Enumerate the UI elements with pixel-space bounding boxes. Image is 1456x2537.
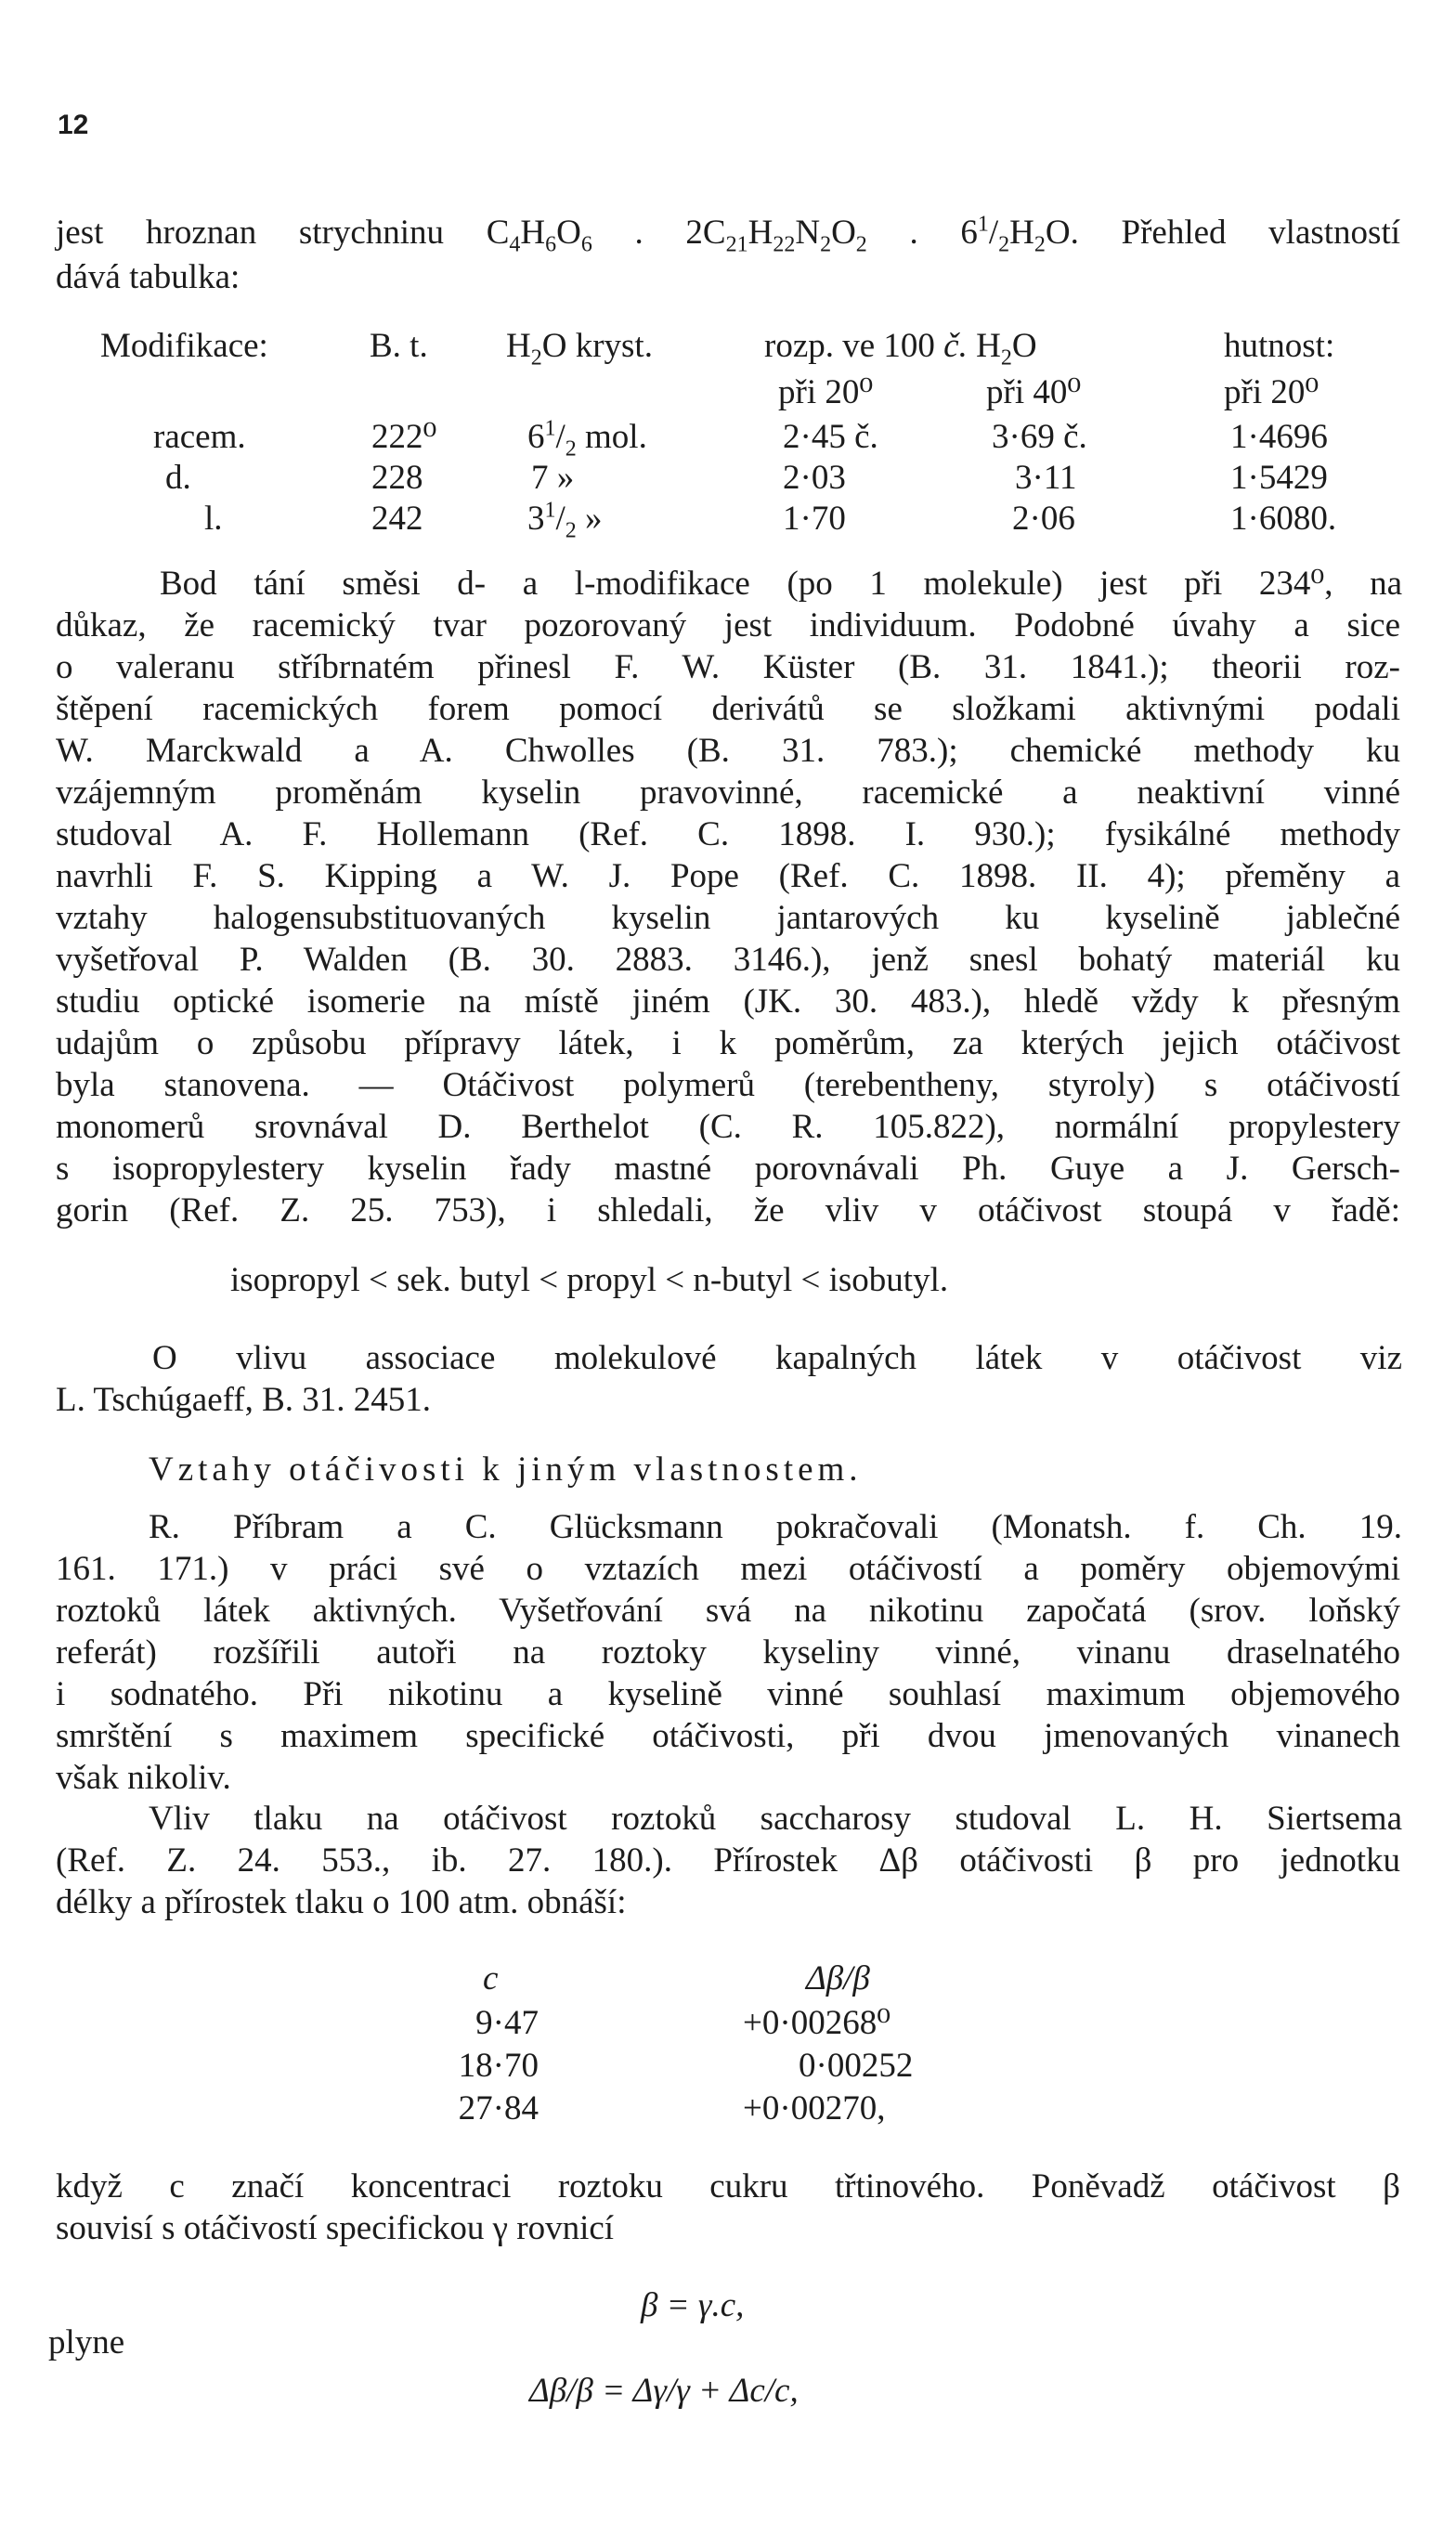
text-line: roztoků látek aktivných. Vyšetřování svá na nikotinu započatá (srov. loňský bbox=[56, 1592, 1400, 1630]
text-line: gorin (Ref. Z. 25. 753), i shledali, že vliv v otáčivost stoupá v řadě: bbox=[56, 1191, 1400, 1229]
text-line: souvisí s otáčivostí specifickou γ rovnicí bbox=[56, 2209, 615, 2247]
text-line: L. Tschúgaeff, B. 31. 2451. bbox=[56, 1381, 432, 1419]
formula: $C_4H_6O_6$ . $2C_{21}H_{22}N_2O_2$ . $6^1/_2H_2O$. bbox=[486, 212, 1079, 257]
text-line: studiu optické isomerie na místě jiném (JK. 30. 483.), hledě vždy k přesným bbox=[56, 982, 1400, 1021]
section-heading: Vztahy otáčivosti k jiným vlastnostem. bbox=[149, 1451, 863, 1489]
table-cell: 27·84 bbox=[458, 2089, 539, 2127]
table-cell: 9·47 bbox=[475, 2004, 539, 2042]
table-cell: $3^1/_2$ » bbox=[527, 498, 603, 543]
table-cell: 242 bbox=[371, 500, 423, 538]
table-cell: 3·69 č. bbox=[992, 418, 1087, 456]
table-cell: 228 bbox=[371, 459, 423, 497]
table-cell: 2·03 bbox=[783, 459, 846, 497]
text-line: 161. 171.) v práci své o vztazích mezi otáčivostí a poměry objemovými bbox=[56, 1550, 1400, 1588]
table-cell: 222⁰ bbox=[371, 418, 437, 456]
series-line: isopropyl < sek. butyl < propyl < n-butyl < isobutyl. bbox=[230, 1261, 949, 1299]
table-header: rozp. ve 100 č. $H_2O$ bbox=[764, 327, 1037, 371]
table-header: B. t. bbox=[370, 327, 428, 365]
table-cell: 18·70 bbox=[458, 2047, 539, 2085]
table-cell: 2·45 č. bbox=[783, 418, 878, 456]
table-cell: 1·6080. bbox=[1230, 500, 1337, 538]
text-line: (Ref. Z. 24. 553., ib. 27. 180.). Přírostek Δβ otáčivosti β pro jednotku bbox=[56, 1841, 1400, 1880]
table-cell: 1·4696 bbox=[1230, 418, 1328, 456]
table-cell: l. bbox=[204, 500, 223, 538]
table-cell: $6^1/_2$ mol. bbox=[527, 416, 647, 462]
table-cell: 7 » bbox=[531, 459, 575, 497]
text-line: byla stanovena. — Otáčivost polymerů (terebentheny, styroly) s otáčivostí bbox=[56, 1066, 1400, 1104]
text-line: i sodnatého. Při nikotinu a kyselině vinné souhlasí maximum objemového bbox=[56, 1675, 1400, 1713]
table-cell: +0·00268⁰ bbox=[743, 2004, 891, 2042]
text-line: monomerů srovnával D. Berthelot (C. R. 105.822), normální propylestery bbox=[56, 1108, 1400, 1146]
equation: β = γ.c, bbox=[641, 2286, 745, 2324]
table-subheader: při 40⁰ bbox=[986, 373, 1082, 411]
equation: Δβ/β = Δγ/γ + Δc/c, bbox=[529, 2372, 799, 2410]
text-line: Bod tání směsi d- a l-modifikace (po 1 molekule) jest při 234⁰, na bbox=[160, 565, 1402, 603]
table-cell: racem. bbox=[153, 418, 246, 456]
table-subheader: při 20⁰ bbox=[1224, 373, 1320, 411]
column-header: Δβ/β bbox=[806, 1959, 870, 1997]
table-header: Modifikace: bbox=[100, 327, 268, 365]
table-cell: 2·06 bbox=[1012, 500, 1075, 538]
text-line: vzájemným proměnám kyselin pravovinné, racemické a neaktivní vinné bbox=[56, 774, 1400, 812]
table-cell: 0·00252 bbox=[799, 2047, 914, 2085]
page-number: 12 bbox=[58, 110, 89, 140]
text-line: vztahy halogensubstituovaných kyselin jantarových ku kyselině jablečné bbox=[56, 899, 1400, 937]
text-line: O vlivu associace molekulové kapalných látek v otáčivost viz bbox=[152, 1339, 1402, 1377]
text-line: s isopropylestery kyselin řady mastné porovnávali Ph. Guye a J. Gersch- bbox=[56, 1150, 1400, 1188]
table-cell: d. bbox=[165, 459, 191, 497]
table-header: hutnost: bbox=[1224, 327, 1335, 365]
text-line: štěpení racemických forem pomocí derivátů se složkami aktivnými podali bbox=[56, 690, 1400, 728]
table-cell: +0·00270, bbox=[743, 2089, 886, 2127]
text-line: délky a přírostek tlaku o 100 atm. obnáší: bbox=[56, 1883, 627, 1921]
text-line: referát) rozšířili autoři na roztoky kyseliny vinné, vinanu draselnatého bbox=[56, 1633, 1400, 1672]
text-line: plyne bbox=[48, 2323, 125, 2361]
text-line: W. Marckwald a A. Chwolles (B. 31. 783.); chemické methody ku bbox=[56, 732, 1400, 770]
table-cell: 1·70 bbox=[783, 500, 846, 538]
column-header: c bbox=[483, 1959, 499, 1997]
text-line: však nikoliv. bbox=[56, 1759, 231, 1797]
text-line: důkaz, že racemický tvar pozorovaný jest individuum. Podobné úvahy a sice bbox=[56, 606, 1400, 644]
text-line: o valeranu stříbrnatém přinesl F. W. Küster (B. 31. 1841.); theorii roz- bbox=[56, 648, 1400, 686]
text-line: jest hroznan strychninu $C_4H_6O_6$ . $2C_{21}H_{22}N_2O_2$ . $6^1/_2H_2O$. Přehled vlastností bbox=[56, 212, 1401, 257]
table-header: $H_2O$ kryst. bbox=[506, 327, 653, 371]
text-line: smrštění s maximem specifické otáčivosti, při dvou jmenovaných vinanech bbox=[56, 1717, 1400, 1755]
text-line: udajům o způsobu přípravy látek, i k poměrům, za kterých jejich otáčivost bbox=[56, 1024, 1400, 1062]
text-line: když c značí koncentraci roztoku cukru třtinového. Poněvadž otáčivost β bbox=[56, 2167, 1400, 2205]
text-line: R. Příbram a C. Glücksmann pokračovali (Monatsh. f. Ch. 19. bbox=[149, 1508, 1402, 1546]
text-line: vyšetřoval P. Walden (B. 30. 2883. 3146.), jenž snesl bohatý materiál ku bbox=[56, 941, 1400, 979]
table-cell: 1·5429 bbox=[1230, 459, 1328, 497]
text-line: navrhli F. S. Kipping a W. J. Pope (Ref. C. 1898. II. 4); přeměny a bbox=[56, 857, 1400, 895]
text-line: dává tabulka: bbox=[56, 258, 240, 296]
text-line: studoval A. F. Hollemann (Ref. C. 1898. I. 930.); fysikálné methody bbox=[56, 815, 1400, 853]
text-line: Vliv tlaku na otáčivost roztoků saccharosy studoval L. H. Siertsema bbox=[149, 1800, 1402, 1838]
table-subheader: při 20⁰ bbox=[778, 373, 874, 411]
table-cell: 3·11 bbox=[1015, 459, 1077, 497]
